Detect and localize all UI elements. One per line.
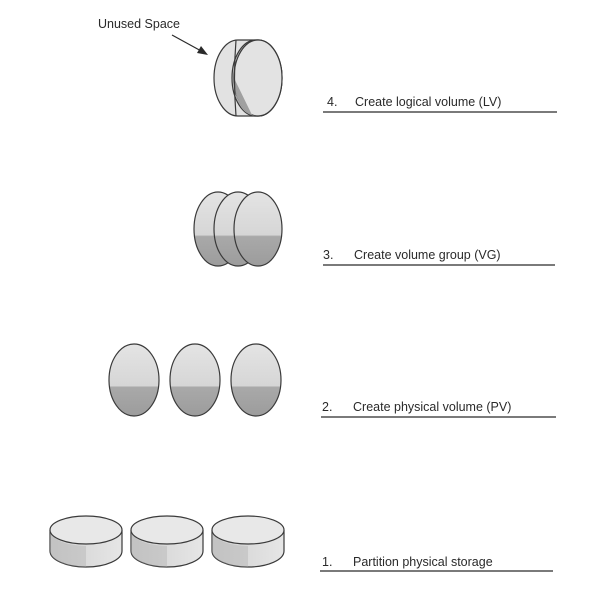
step-4-number: 4. <box>327 95 338 109</box>
partition-disk-2 <box>131 516 203 567</box>
lv-disk <box>232 40 282 116</box>
callout-arrow-head <box>197 46 208 55</box>
pv-disk-1 <box>109 344 159 416</box>
step-3-number: 3. <box>323 248 334 262</box>
pv-disk-3 <box>231 344 281 416</box>
unused-space-callout <box>98 17 208 55</box>
partition-disk-1 <box>50 516 122 567</box>
step-1-number: 1. <box>322 555 333 569</box>
lv-stack <box>98 17 282 116</box>
partition-disk-3 <box>212 516 284 567</box>
partition-row <box>50 516 284 567</box>
vg-disk-3 <box>234 192 282 266</box>
pv-row <box>109 344 281 416</box>
pv-disk-2 <box>170 344 220 416</box>
step-3-text: Create volume group (VG) <box>354 248 501 262</box>
step-2-number: 2. <box>322 400 333 414</box>
unused-space-label: Unused Space <box>98 17 181 31</box>
step-4-text: Create logical volume (LV) <box>355 95 502 109</box>
step-1-label <box>320 555 553 571</box>
vg-stack <box>194 192 282 266</box>
step-3-label <box>323 248 555 265</box>
step-2-label <box>321 400 556 417</box>
step-2-text: Create physical volume (PV) <box>353 400 512 414</box>
step-4-label <box>323 95 557 112</box>
step-1-text: Partition physical storage <box>353 555 493 569</box>
callout-arrow-line <box>172 35 203 52</box>
